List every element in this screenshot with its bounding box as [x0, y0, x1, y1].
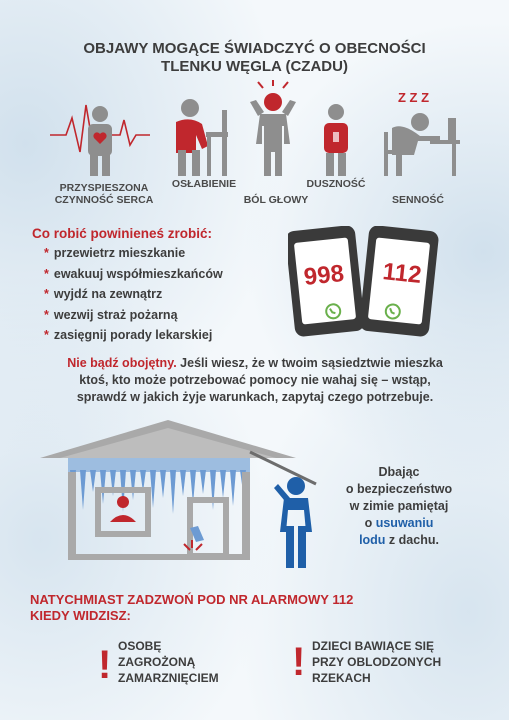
todo-list	[44, 243, 223, 346]
sleepy-figure-icon	[384, 90, 460, 176]
zzz-text: Z Z Z	[398, 90, 430, 105]
label-headache: BÓL GŁOWY	[243, 194, 309, 206]
heartbeat-figure-icon	[50, 105, 150, 176]
title-line-2: TLENKU WĘGLA (CZADU)	[161, 58, 348, 75]
todo-item: * ewakuuj współmieszkańców	[44, 266, 223, 281]
todo-title: Co robić powinieneś zrobić:	[32, 226, 213, 241]
warning-children-icy-rivers: DZIECI BAWIĄCE SIĘ PRZY OBLODZONYCH RZEKACH	[312, 639, 442, 685]
label-weakness: OSŁABIENIE	[171, 178, 237, 190]
alarm-heading: NATYCHMIAST ZADZWOŃ POD NR ALARMOWY 112 KIEDY WIDZISZ:	[30, 592, 354, 623]
todo-item: * zasięgnij porady lekarskiej	[44, 328, 213, 342]
todo-item: * przewietrz mieszkanie	[44, 246, 186, 260]
headache-figure-icon	[250, 80, 296, 176]
warning-freezing-person: OSOBĘ ZAGROŻONĄ ZAMARZNIĘCIEM	[118, 639, 219, 685]
label-dyspnea: DUSZNOŚĆ	[306, 178, 366, 190]
label-sleepiness: SENNOŚĆ	[392, 194, 444, 206]
ice-removal-text: Dbając o bezpieczeństwo w zimie pamiętaj o usuwaniu lodu z dachu.	[345, 465, 453, 547]
neighbour-paragraph: Nie bądź obojętny. Jeśli wiesz, że w twoim sąsiedztwie mieszka ktoś, kto może potrzebować pomocy nie wahaj się – wstąp, sprawdź w jakich żyje warunkach, zapytaj czego potrzebuje.	[67, 356, 443, 404]
phone-998-number: 998	[302, 259, 346, 292]
title-line-1: OBJAWY MOGĄCE ŚWIADCZYĆ O OBECNOŚCI	[83, 40, 426, 57]
exclamation-icon: !	[98, 643, 112, 687]
todo-item: * wezwij straż pożarną	[44, 307, 178, 322]
todo-item: * wyjdź na zewnątrz	[44, 287, 163, 301]
symptom-icons	[0, 80, 509, 180]
phone-112-number: 112	[381, 258, 423, 289]
weakness-figure-icon	[176, 99, 228, 176]
dyspnea-figure-icon	[324, 104, 348, 176]
person-removing-ice-icon	[272, 474, 320, 570]
label-heart: PRZYSPIESZONA CZYNNOŚĆ SERCA	[54, 182, 154, 206]
poster-title	[0, 40, 509, 76]
exclamation-icon: !	[292, 640, 306, 684]
